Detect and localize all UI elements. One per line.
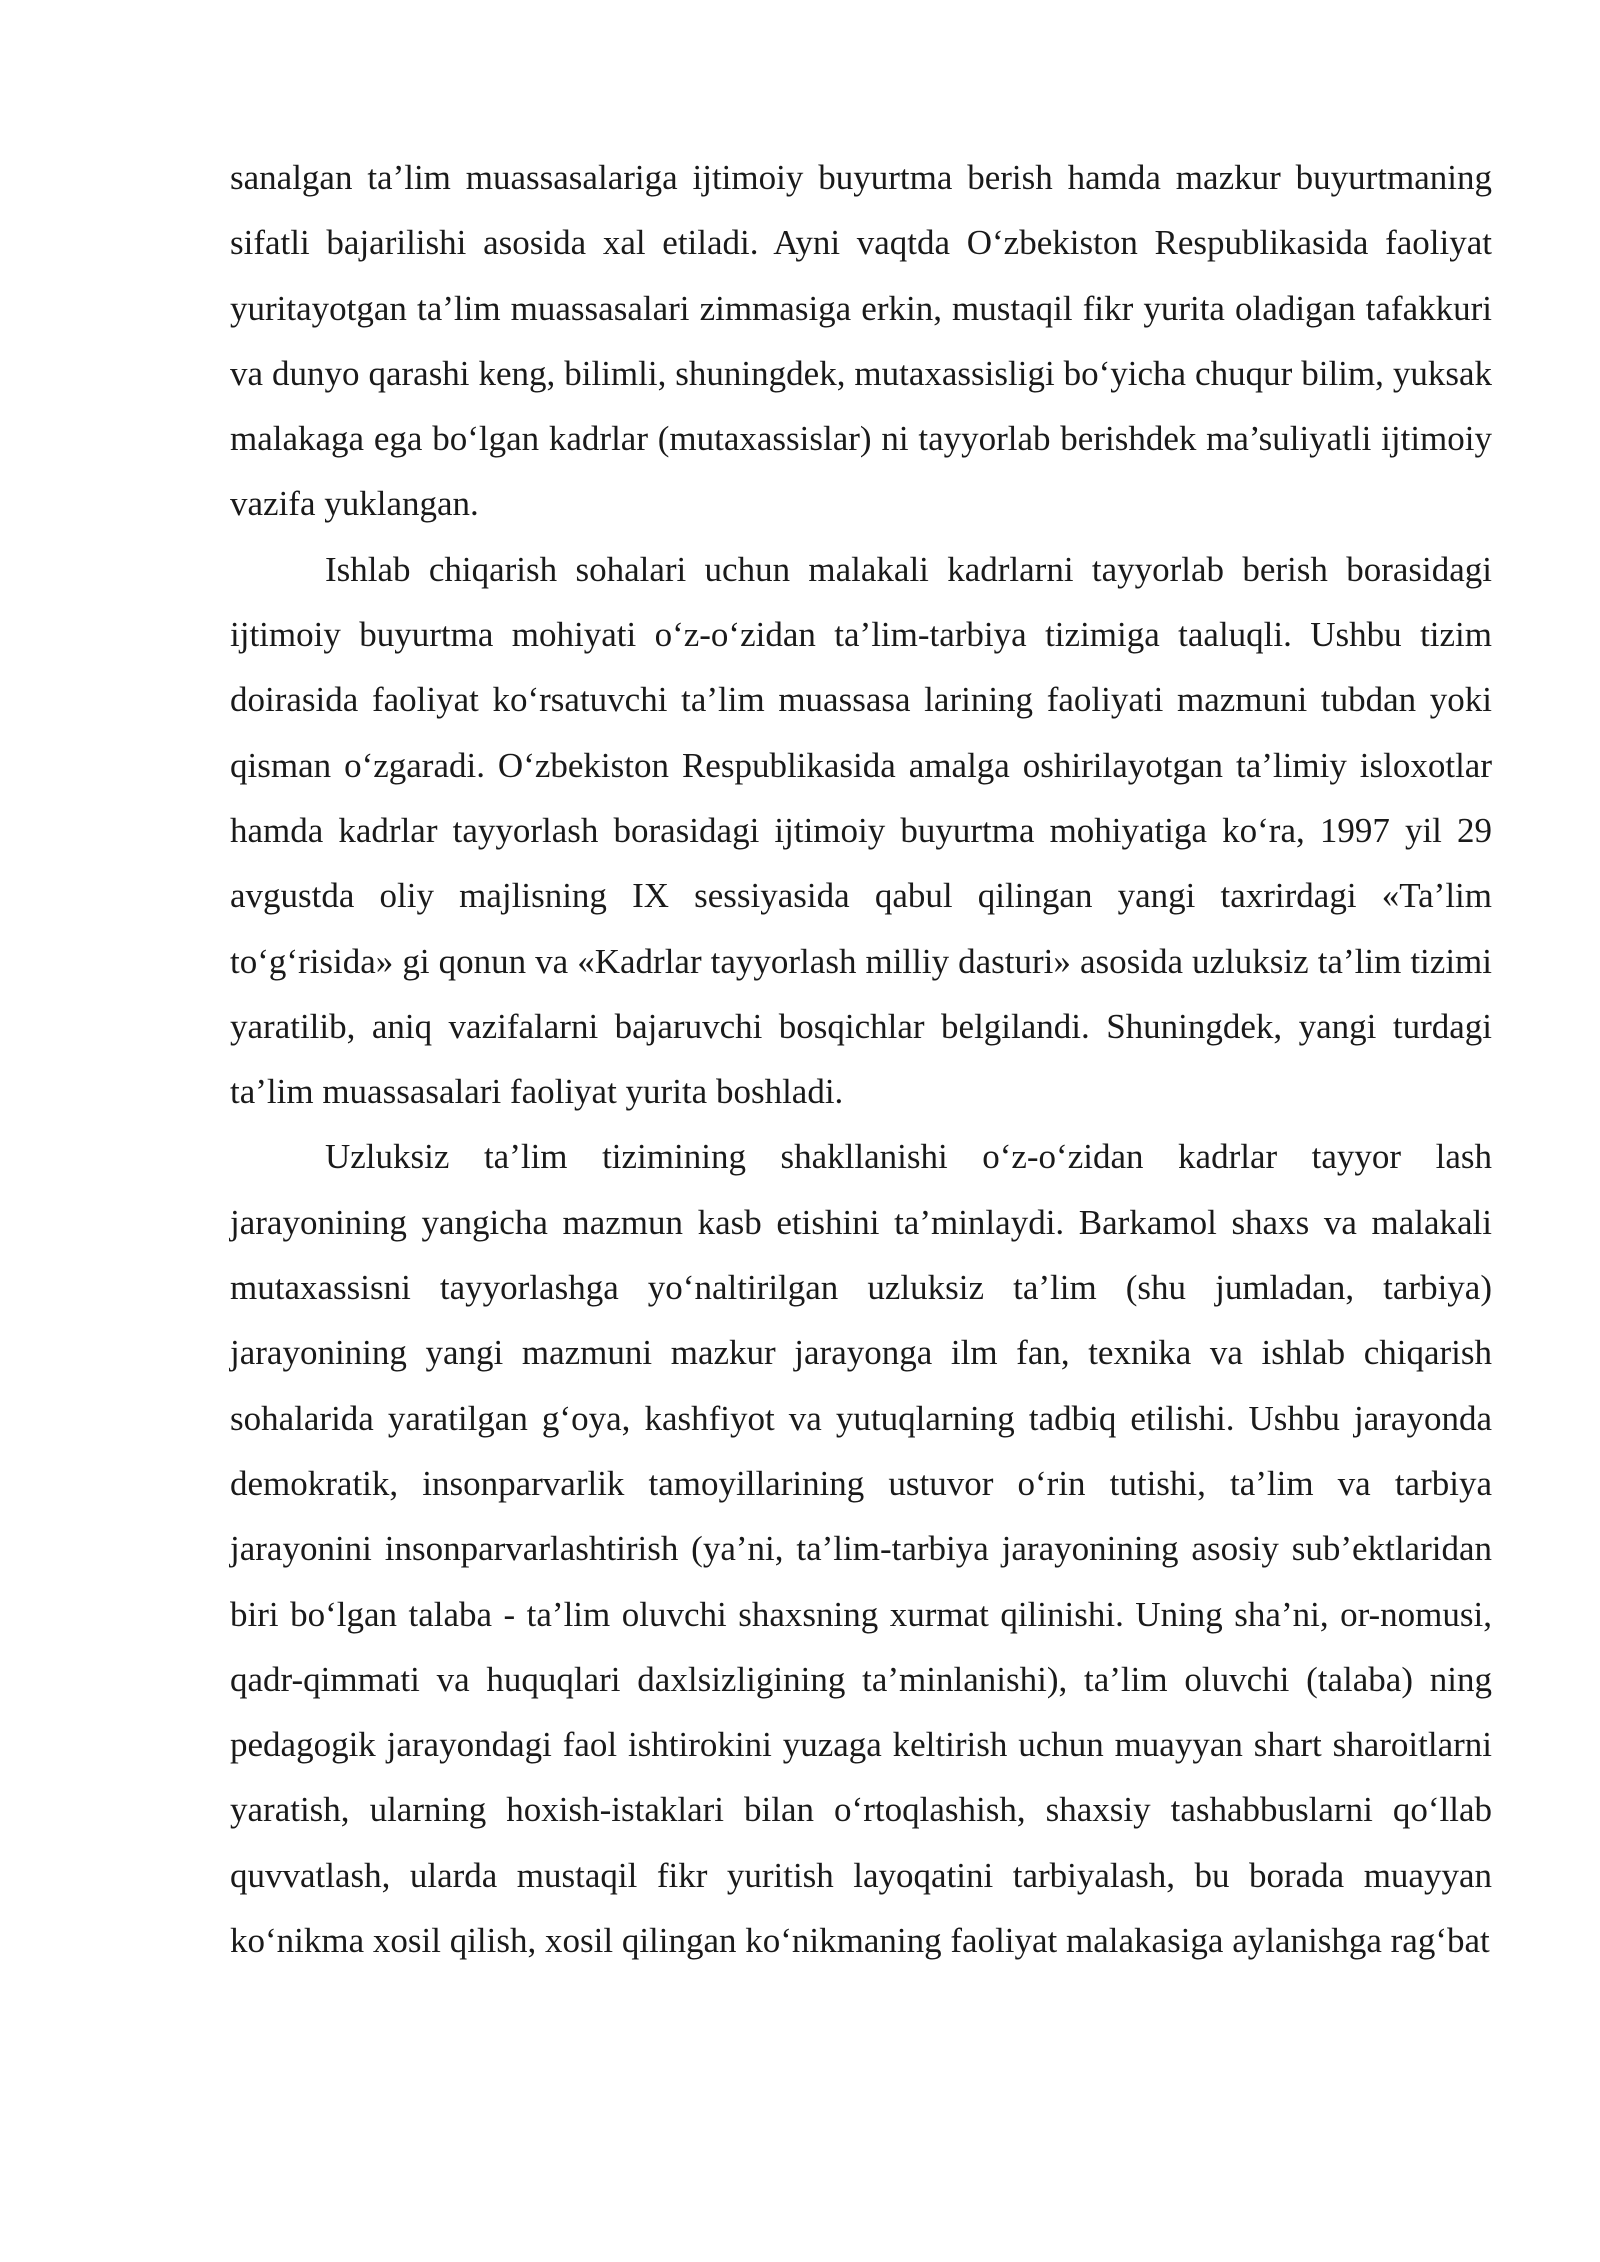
paragraph-1: sanalgan ta’lim muassasalariga ijtimoiy buyurtma berish hamda mazkur buyurtmaning sifatli bajarilishi asosida xal etiladi. Ayni vaqtda O‘zbekiston Respublikasida faoliyat yuritayotgan ta’lim muassasalari zimmasiga erkin, mustaqil fikr yurita oladigan tafakkuri va dunyo qarashi keng, bilimli, shuningdek, mutaxassisligi bo‘yicha chuqur bilim, yuksak malakaga ega bo‘lgan kadrlar (mutaxassislar) ni tayyorlab berishdek ma’suliyatli ijtimoiy vazifa yuklangan. xyxy=(230,158,1492,524)
paragraph-3: Uzluksiz ta’lim tizimining shakllanishi o‘z-o‘zidan kadrlar tayyor lash jarayonining yangicha mazmun kasb etishini ta’minlaydi. Barkamol shaxs va malakali mutaxassisni tayyorlashga yo‘naltirilgan uzluksiz ta’lim (shu jumladan, tarbiya) jarayonining yangi mazmuni mazkur jarayonga ilm fan, texnika va ishlab chiqarish sohalarida yaratilgan g‘oya, kashfiyot va yutuqlarning tadbiq etilishi. Ushbu jarayonda demokratik, insonparvarlik tamoyillarining ustuvor o‘rin tutishi, ta’lim va tarbiya jarayonini insonparvarlashtirish (ya’ni, ta’lim-tarbiya jarayonining asosiy sub’ektlaridan biri bo‘lgan talaba - ta’lim oluvchi shaxsning xurmat qilinishi. Uning sha’ni, or-nomusi, qadr-qimmati va huquqlari daxlsizligining ta’minlanishi), ta’lim oluvchi (talaba) ning pedagogik jarayondagi faol ishtirokini yuzaga keltirish uchun muayyan shart sharoitlarni yaratish, ularning hoxish-istaklari bilan o‘rtoqlashish, shaxsiy tashabbuslarni qo‘llab quvvatlash, ularda mustaqil fikr yuritish layoqatini tarbiyalash, bu borada muayyan ko‘nikma xosil qilish, xosil qilingan ko‘nikmaning faoliyat malakasiga aylanishga rag‘bat xyxy=(230,1137,1492,1961)
paragraph-2: Ishlab chiqarish sohalari uchun malakali kadrlarni tayyorlab berish borasidagi ijtimoiy buyurtma mohiyati o‘z-o‘zidan ta’lim-tarbiya tizimiga taaluqli. Ushbu tizim doirasida faoliyat ko‘rsatuvchi ta’lim muassasa larining faoliyati mazmuni tubdan yoki qisman o‘zgaradi. O‘zbekiston Respublikasida amalga oshirilayotgan ta’limiy isloxotlar hamda kadrlar tayyorlash borasidagi ijtimoiy buyurtma mohiyatiga ko‘ra, 1997 yil 29 avgustda oliy majlisning IX sessiyasida qabul qilingan yangi taxrirdagi «Ta’lim to‘g‘risida» gi qonun va «Kadrlar tayyorlash milliy dasturi» asosida uzluksiz ta’lim tizimi yaratilib, aniq vazifalarni bajaruvchi bosqichlar belgilandi. Shuningdek, yangi turdagi ta’lim muassasalari faoliyat yurita boshladi. xyxy=(230,549,1492,1112)
document-page xyxy=(230,145,1492,1973)
